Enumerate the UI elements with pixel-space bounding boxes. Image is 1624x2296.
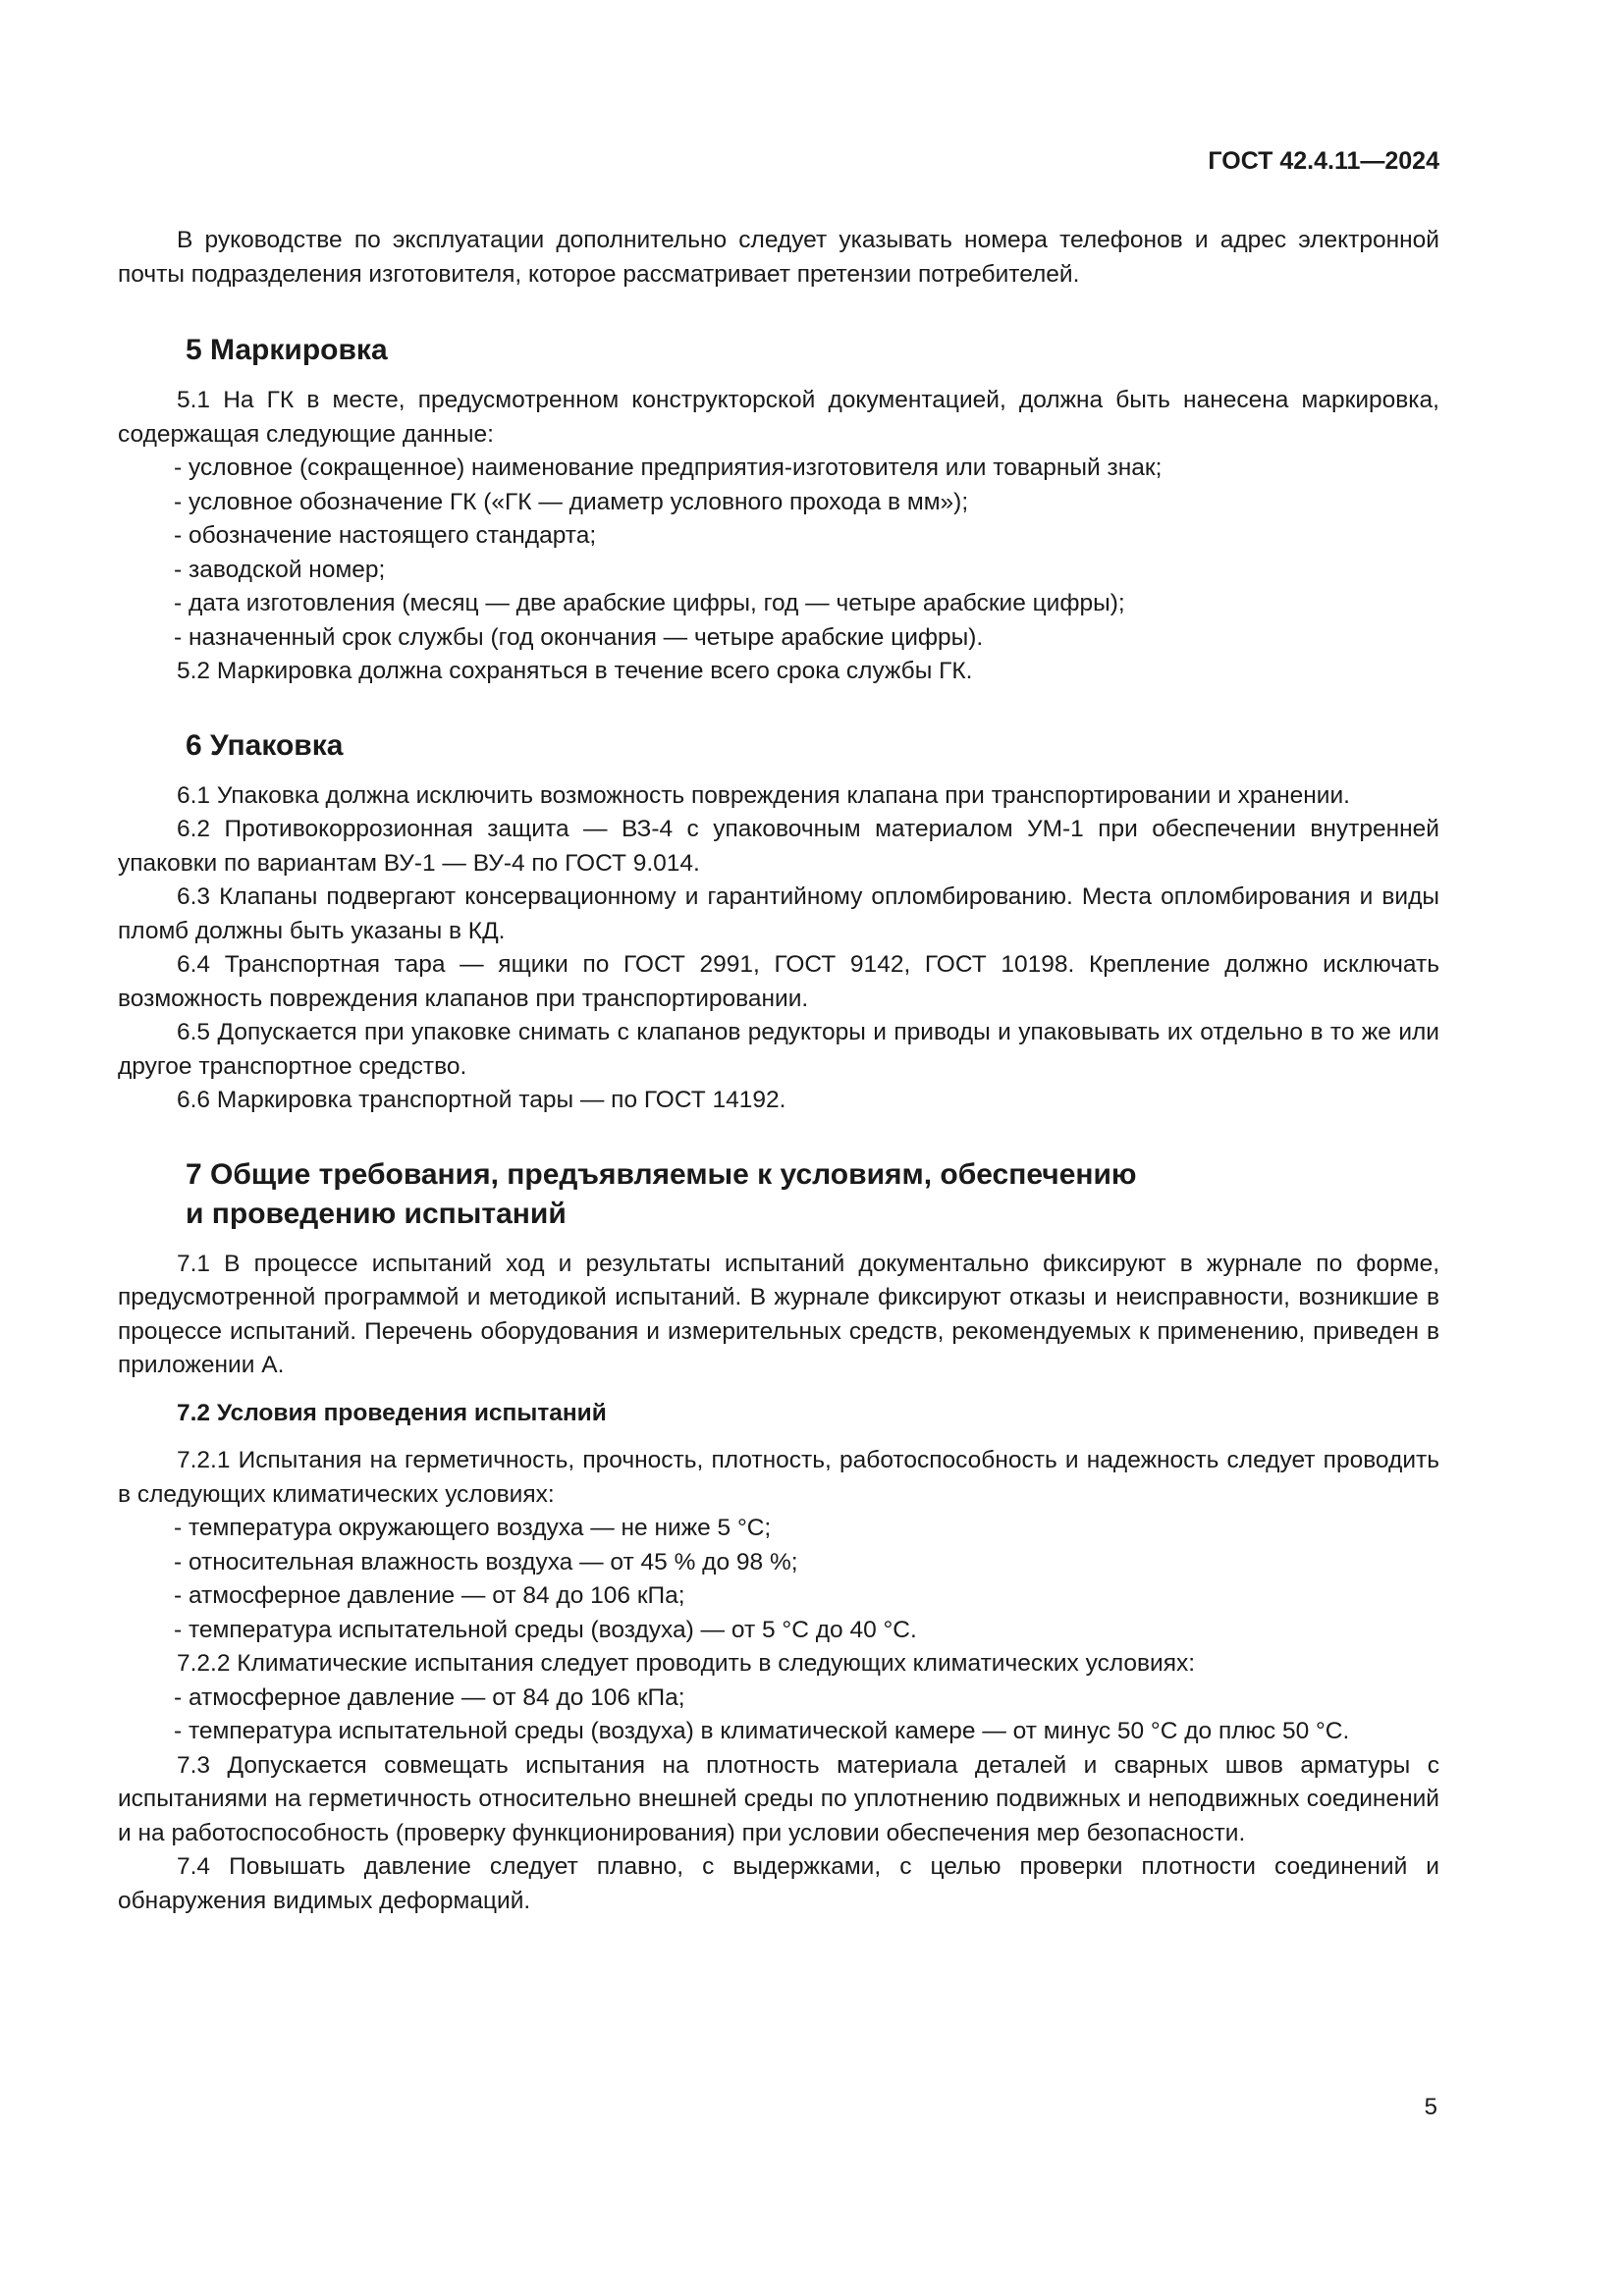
list-item: - заводской номер; [174, 556, 386, 583]
paragraph-5-1: 5.1 На ГК в месте, предусмотренном конструкторской документацией, должна быть нанесена маркировка, содержащая следующие данные: [118, 387, 1439, 448]
section-7-heading-line-1: 7 Общие требования, предъявляемые к условиям, обеспечению [186, 1157, 1137, 1191]
section-7-heading [118, 1155, 1439, 1234]
list-item: - дата изготовления (месяц — две арабские цифры, год — четыре арабские цифры); [174, 590, 1125, 616]
list-item: - назначенный срок службы (год окончания — четыре арабские цифры). [174, 623, 984, 651]
paragraph-7-2-1: 7.2.1 Испытания на герметичность, прочность, плотность, работоспособность и надежность следует проводить в следующих климатических условиях: [118, 1447, 1439, 1508]
paragraph-6-4: 6.4 Транспортная тара — ящики по ГОСТ 2991, ГОСТ 9142, ГОСТ 10198. Крепление должно исключать возможность повреждения клапанов при транспортировании. [118, 951, 1439, 1012]
list-item: - атмосферное давление — от 84 до 106 кПа; [174, 1683, 685, 1711]
paragraph-5-2: 5.2 Маркировка должна сохраняться в течение всего срока службы ГК. [177, 658, 973, 684]
list-item: - атмосферное давление — от 84 до 106 кПа; [174, 1582, 685, 1609]
section-7-heading-line-2: и проведению испытаний [186, 1197, 567, 1230]
paragraph-7-2-2: 7.2.2 Климатические испытания следует проводить в следующих климатических условиях: [177, 1650, 1196, 1677]
paragraph-7-4: 7.4 Повышать давление следует плавно, с выдержками, с целью проверки плотности соединений и обнаружения видимых деформаций. [118, 1853, 1439, 1914]
list-item: - температура испытательной среды (воздуха) — от 5 °С до 40 °С. [174, 1616, 917, 1643]
subsection-7-2-heading: 7.2 Условия проведения испытаний [177, 1399, 607, 1426]
list-item: - условное (сокращенное) наименование предприятия-изготовителя или товарный знак; [174, 454, 1163, 481]
document-body [118, 224, 1439, 1918]
section-5-heading: 5 Маркировка [186, 334, 388, 366]
paragraph-6-6: 6.6 Маркировка транспортной тары — по ГОСТ 14192. [177, 1087, 786, 1113]
intro-paragraph: В руководстве по эксплуатации дополнительно следует указывать номера телефонов и адрес электронной почты подразделения изготовителя, которое рассматривает претензии потребителей. [118, 227, 1439, 288]
paragraph-7-1: 7.1 В процессе испытаний ход и результаты испытаний документально фиксируют в журнале по форме, предусмотренной программой и методикой испытаний. В журнале фиксируют отказы и неисправности, возникшие в процессе испытаний. Перечень оборудования и измерительных средств, рекомендуемых к применению, приведен в приложении А. [118, 1250, 1439, 1378]
page-number: 5 [1424, 2094, 1437, 2120]
list-item: - температура окружающего воздуха — не ниже 5 °С; [174, 1515, 772, 1541]
list-item: - обозначение настоящего стандарта; [174, 522, 597, 549]
list-item: - условное обозначение ГК («ГК — диаметр условного прохода в мм»); [174, 488, 969, 515]
paragraph-6-3: 6.3 Клапаны подвергают консервационному и гарантийному опломбированию. Места опломбирования и виды пломб должны быть указаны в КД. [118, 883, 1439, 944]
paragraph-7-3: 7.3 Допускается совмещать испытания на плотность материала деталей и сварных швов арматуры с испытаниями на герметичность относительно внешней среды по уплотнению подвижных и неподвижных соединений и на работоспособность (проверку функционирования) при условии обеспечения мер безопасности. [118, 1751, 1439, 1846]
list-item: - температура испытательной среды (воздуха) в климатической камере — от минус 50 °С до плюс 50 °С. [174, 1718, 1350, 1744]
standard-id: ГОСТ 42.4.11—2024 [1208, 147, 1439, 175]
list-item: - относительная влажность воздуха — от 45 % до 98 %; [174, 1548, 798, 1575]
paragraph-6-1: 6.1 Упаковка должна исключить возможность повреждения клапана при транспортировании и хранении. [177, 781, 1350, 809]
section-6-heading: 6 Упаковка [186, 728, 344, 762]
paragraph-6-2: 6.2 Противокоррозионная защита — ВЗ-4 с упаковочным материалом УМ-1 при обеспечении внутренней упаковки по вариантам ВУ-1 — ВУ-4 по ГОСТ 9.014. [118, 816, 1439, 877]
paragraph-6-5: 6.5 Допускается при упаковке снимать с клапанов редукторы и приводы и упаковывать их отдельно в то же или другое транспортное средство. [118, 1019, 1439, 1080]
